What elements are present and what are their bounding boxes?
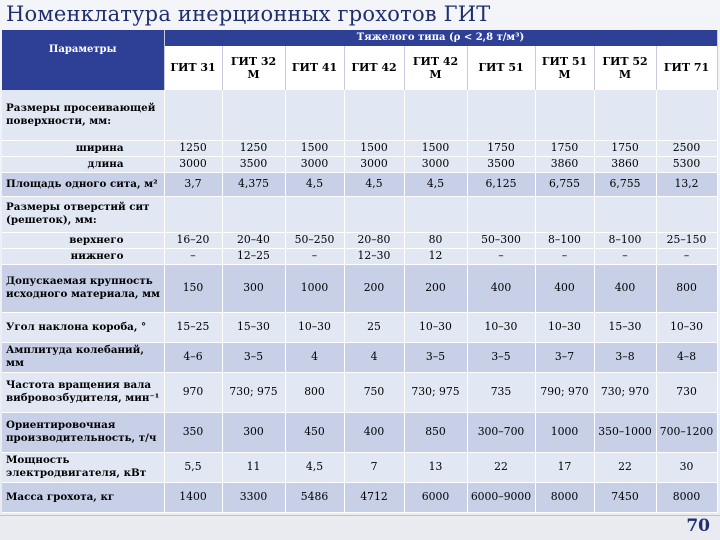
value-cell [164,196,222,232]
value-cell: – [535,248,594,264]
value-cell: 12 [404,248,467,264]
page-title: Номенклатура инерционных грохотов ГИТ [6,2,491,26]
value-cell: 4–8 [656,342,717,372]
value-cell: 22 [467,452,535,482]
value-cell [164,90,222,140]
value-cell: 200 [344,264,404,312]
value-cell: 3500 [222,156,285,172]
sub-parameter-label: ширина [2,140,164,156]
value-cell: 400 [467,264,535,312]
nomenclature-table [2,30,718,513]
table-row [2,452,717,482]
table-row [2,412,717,452]
value-cell: 15–30 [594,312,656,342]
value-cell: 8–100 [535,232,594,248]
value-cell [594,90,656,140]
table-row [2,196,717,232]
value-cell: 730; 975 [222,372,285,412]
parameter-label: Допускаемая крупность исходного материала, мм [2,264,164,312]
value-cell: 13 [404,452,467,482]
value-cell: 4,5 [344,172,404,196]
value-cell: 6,755 [594,172,656,196]
value-cell: 80 [404,232,467,248]
value-cell: – [656,248,717,264]
value-cell: 12–25 [222,248,285,264]
parameter-label: Размеры отверстий сит (решеток), мм: [2,196,164,232]
table-row [2,312,717,342]
value-cell: 16–20 [164,232,222,248]
value-cell: 1000 [535,412,594,452]
model-header: ГИТ 51 М [535,46,594,90]
value-cell [404,90,467,140]
value-cell: 735 [467,372,535,412]
value-cell: 8000 [535,482,594,512]
value-cell: 10–30 [656,312,717,342]
params-header: Параметры [2,30,164,90]
value-cell: 1750 [535,140,594,156]
value-cell: 20–80 [344,232,404,248]
value-cell: 20–40 [222,232,285,248]
value-cell: 1000 [285,264,344,312]
parameter-label: Мощность электродвигателя, кВт [2,452,164,482]
value-cell: 25 [344,312,404,342]
sub-parameter-label: верхнего [2,232,164,248]
value-cell: 30 [656,452,717,482]
table-row [2,172,717,196]
value-cell: 800 [656,264,717,312]
value-cell [467,90,535,140]
value-cell: 3500 [467,156,535,172]
table-row [2,156,717,172]
value-cell [404,196,467,232]
value-cell [467,196,535,232]
value-cell: 1250 [222,140,285,156]
value-cell: 4,375 [222,172,285,196]
model-header: ГИТ 32 М [222,46,285,90]
value-cell: 4,5 [404,172,467,196]
value-cell: 730 [656,372,717,412]
nomenclature-table-container [2,30,717,513]
sub-parameter-label: длина [2,156,164,172]
value-cell: 730; 975 [404,372,467,412]
value-cell: 6,755 [535,172,594,196]
table-row [2,90,717,140]
value-cell [222,196,285,232]
table-row [2,342,717,372]
model-header: ГИТ 71 [656,46,717,90]
value-cell: 22 [594,452,656,482]
value-cell: 1400 [164,482,222,512]
table-row [2,372,717,412]
value-cell: 15–30 [222,312,285,342]
footer-divider [0,515,720,516]
value-cell [535,196,594,232]
value-cell: 1500 [285,140,344,156]
value-cell: 3–8 [594,342,656,372]
value-cell [285,196,344,232]
model-header: ГИТ 42 М [404,46,467,90]
table-row [2,264,717,312]
value-cell: 4 [285,342,344,372]
value-cell: 300–700 [467,412,535,452]
value-cell: 7 [344,452,404,482]
value-cell: 10–30 [285,312,344,342]
value-cell: 50–300 [467,232,535,248]
parameter-label: Амплитуда колебаний, мм [2,342,164,372]
value-cell: 15–25 [164,312,222,342]
value-cell: 8–100 [594,232,656,248]
value-cell: 2500 [656,140,717,156]
value-cell: 3–5 [467,342,535,372]
value-cell: 750 [344,372,404,412]
value-cell: 6000 [404,482,467,512]
value-cell [535,90,594,140]
sub-parameter-label: нижнего [2,248,164,264]
value-cell [656,90,717,140]
parameter-label: Ориентировочная производительность, т/ч [2,412,164,452]
model-header: ГИТ 52 М [594,46,656,90]
value-cell: 4,5 [285,452,344,482]
value-cell: 3,7 [164,172,222,196]
value-cell: 3–5 [404,342,467,372]
table-row [2,482,717,512]
value-cell: 8000 [656,482,717,512]
value-cell: – [164,248,222,264]
model-header: ГИТ 41 [285,46,344,90]
value-cell: 4–6 [164,342,222,372]
value-cell: 5,5 [164,452,222,482]
value-cell: 10–30 [535,312,594,342]
page-number: 70 [686,516,710,536]
value-cell: 400 [535,264,594,312]
value-cell: – [285,248,344,264]
value-cell: 790; 970 [535,372,594,412]
value-cell [344,196,404,232]
value-cell: 700–1200 [656,412,717,452]
value-cell: 800 [285,372,344,412]
value-cell [222,90,285,140]
parameter-label: Размеры просеивающей поверхности, мм: [2,90,164,140]
value-cell [656,196,717,232]
value-cell: 1500 [404,140,467,156]
value-cell: 10–30 [467,312,535,342]
value-cell: – [467,248,535,264]
value-cell: 4 [344,342,404,372]
parameter-label: Площадь одного сита, м² [2,172,164,196]
value-cell: 12–30 [344,248,404,264]
value-cell: 730; 970 [594,372,656,412]
value-cell: 3000 [404,156,467,172]
value-cell: 400 [594,264,656,312]
table-row [2,140,717,156]
parameter-label: Масса грохота, кг [2,482,164,512]
value-cell: 300 [222,264,285,312]
parameter-label: Угол наклона короба, ° [2,312,164,342]
value-cell: 25–150 [656,232,717,248]
value-cell: 3860 [535,156,594,172]
value-cell: 3–7 [535,342,594,372]
value-cell [344,90,404,140]
table-body [2,90,717,512]
value-cell: 6,125 [467,172,535,196]
value-cell: 4,5 [285,172,344,196]
value-cell: 4712 [344,482,404,512]
value-cell: 5300 [656,156,717,172]
value-cell: 3–5 [222,342,285,372]
value-cell [285,90,344,140]
model-header: ГИТ 42 [344,46,404,90]
parameter-label: Частота вращения вала вибровозбудителя, мин⁻¹ [2,372,164,412]
model-header: ГИТ 51 [467,46,535,90]
value-cell: 300 [222,412,285,452]
value-cell: 850 [404,412,467,452]
value-cell: 3300 [222,482,285,512]
type-header: Тяжелого типа (ρ < 2,8 т/м³) [164,30,717,46]
value-cell: 3000 [285,156,344,172]
value-cell: 11 [222,452,285,482]
value-cell: 150 [164,264,222,312]
value-cell: 350–1000 [594,412,656,452]
value-cell: 1750 [594,140,656,156]
value-cell: 200 [404,264,467,312]
value-cell: 350 [164,412,222,452]
value-cell: 50–250 [285,232,344,248]
value-cell: 6000–9000 [467,482,535,512]
value-cell: 400 [344,412,404,452]
value-cell: 3000 [164,156,222,172]
value-cell: 450 [285,412,344,452]
value-cell: 5486 [285,482,344,512]
value-cell: 970 [164,372,222,412]
value-cell: 3000 [344,156,404,172]
value-cell: 7450 [594,482,656,512]
value-cell: 17 [535,452,594,482]
value-cell: 1750 [467,140,535,156]
value-cell: 1500 [344,140,404,156]
model-header: ГИТ 31 [164,46,222,90]
table-row [2,248,717,264]
value-cell: 10–30 [404,312,467,342]
value-cell: 13,2 [656,172,717,196]
table-row [2,232,717,248]
value-cell: – [594,248,656,264]
value-cell: 3860 [594,156,656,172]
value-cell [594,196,656,232]
value-cell: 1250 [164,140,222,156]
